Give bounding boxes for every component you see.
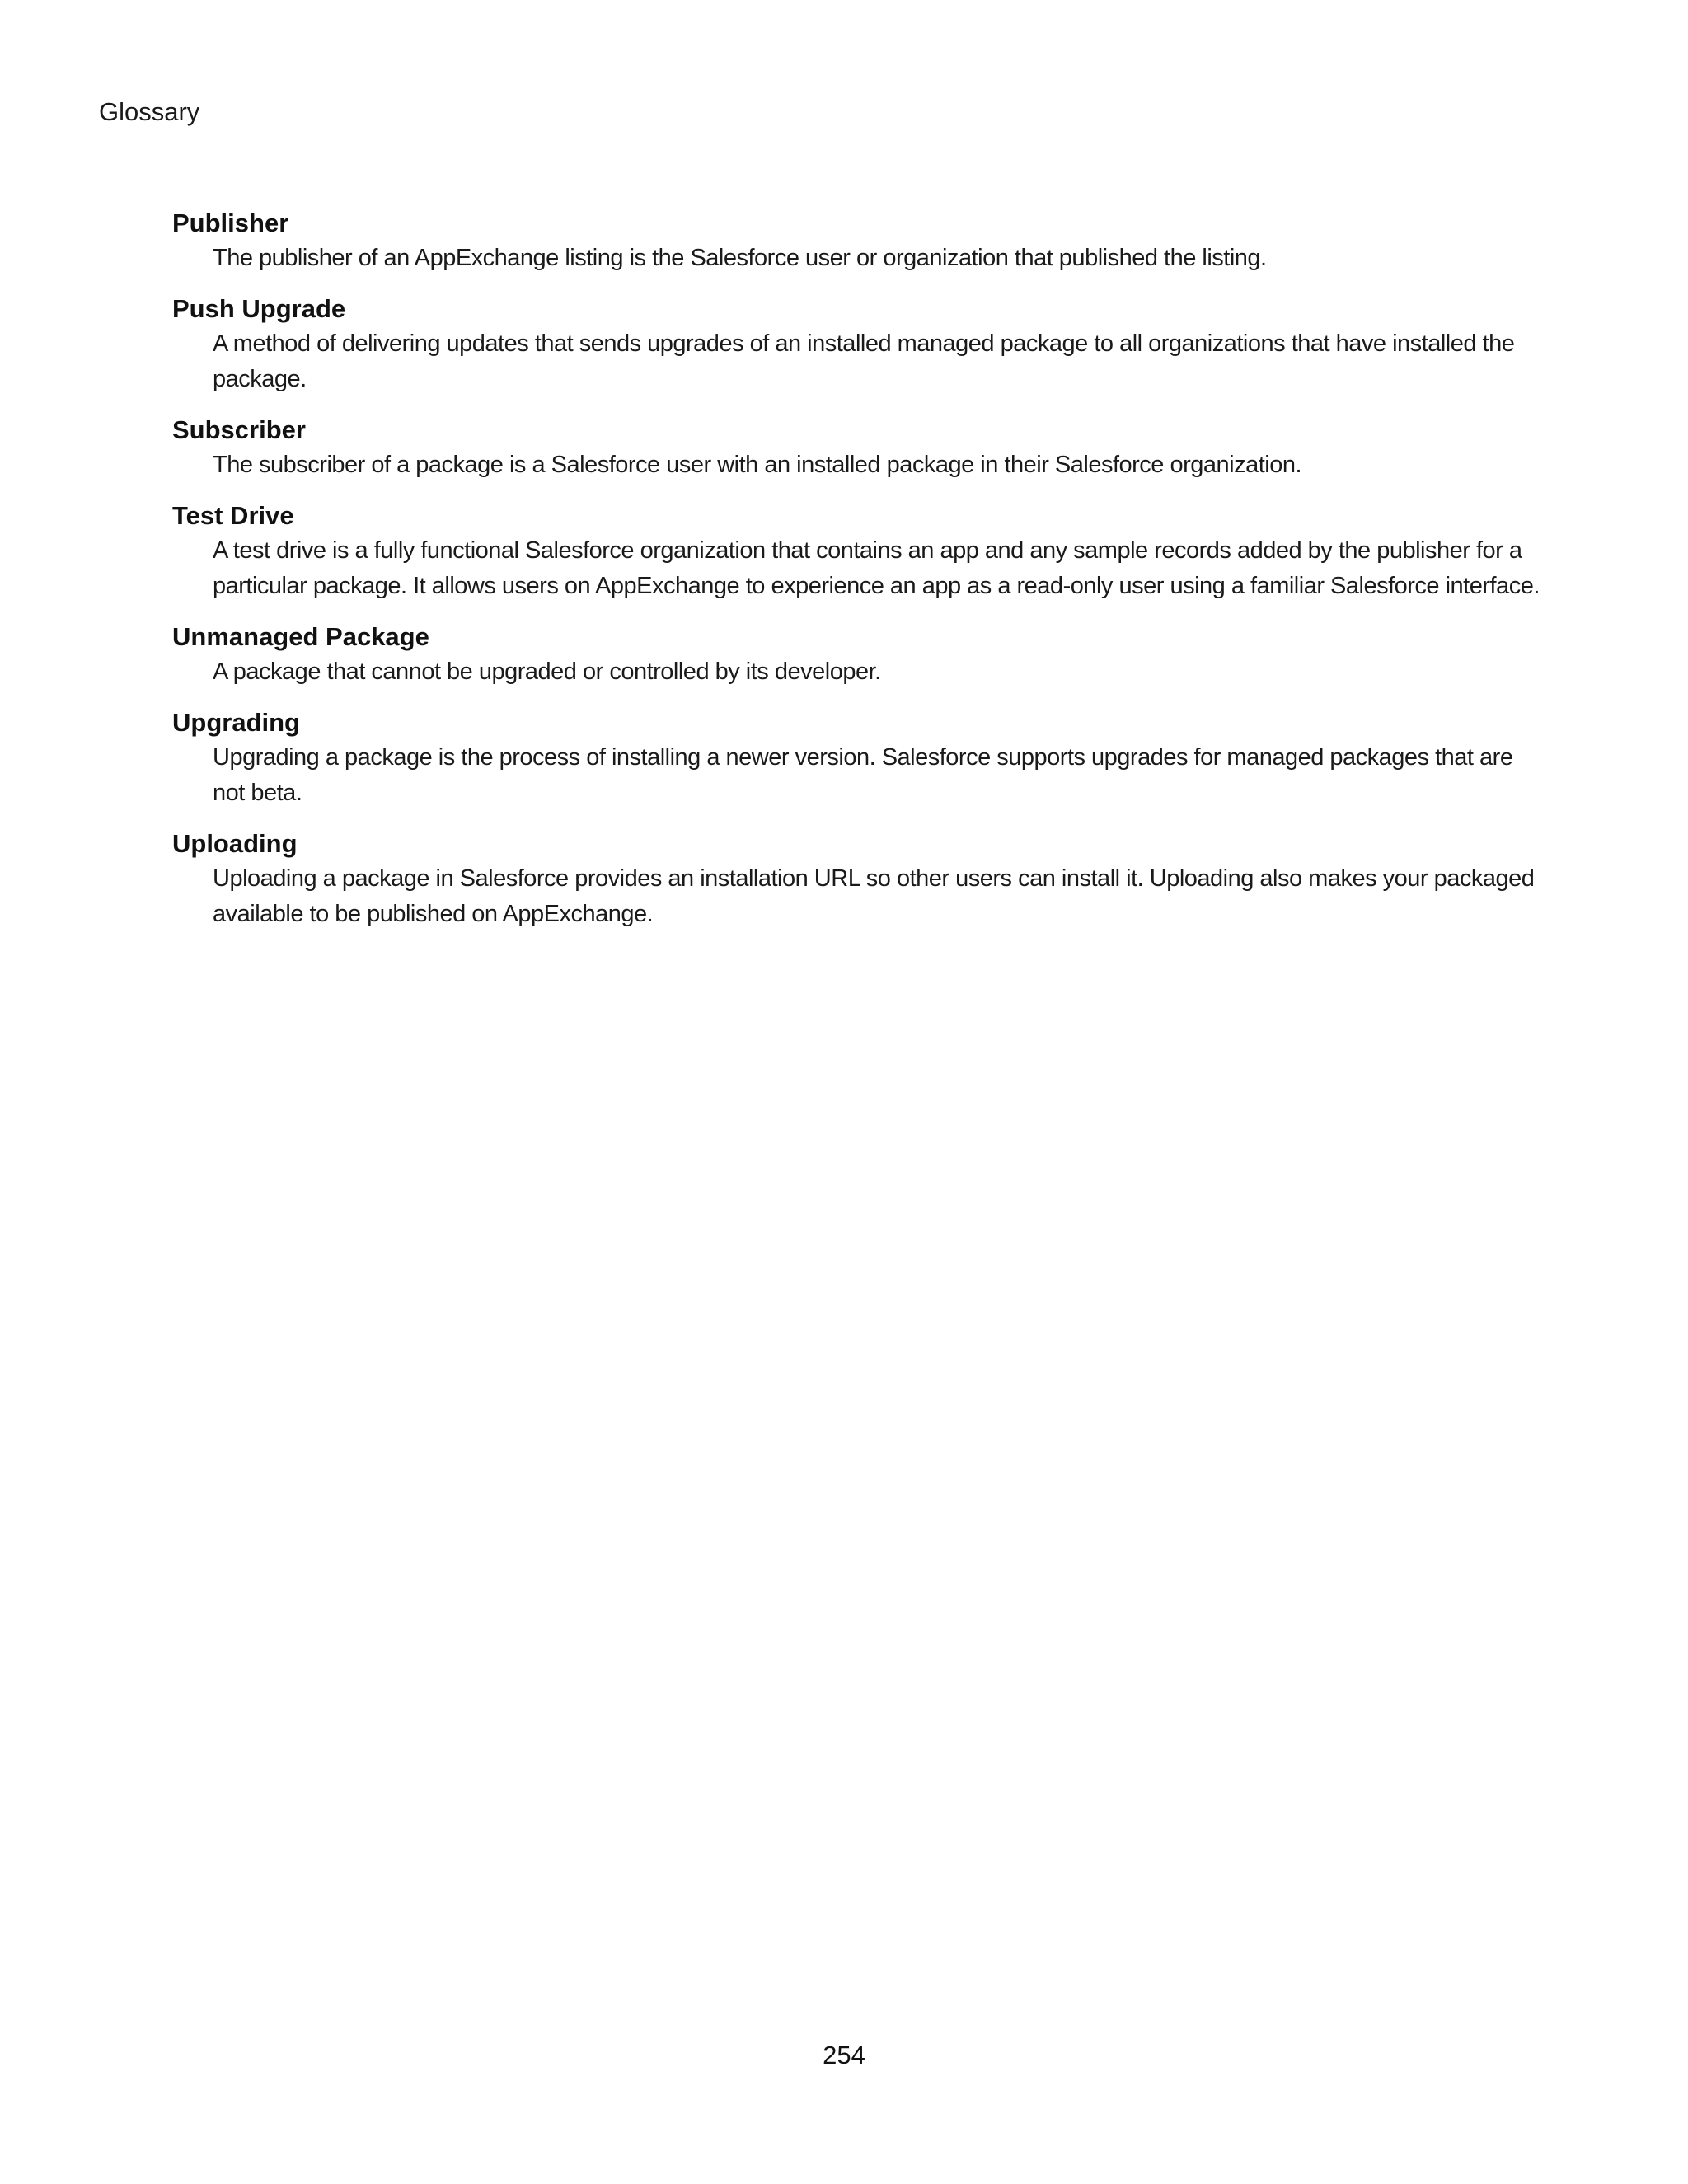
glossary-entry-uploading (172, 827, 1540, 932)
page-number: 254 (823, 2041, 865, 2069)
glossary-entry-upgrading (172, 705, 1540, 811)
glossary-entry-unmanaged-package (172, 620, 1540, 690)
glossary-definition: The publisher of an AppExchange listing is the Salesforce user or organization that published the listing. (213, 245, 1267, 271)
glossary-definition: Upgrading a package is the process of installing a newer version. Salesforce supports upgrades for managed packages that are not beta. (213, 744, 1513, 806)
glossary-term: Unmanaged Package (172, 622, 429, 651)
glossary-definition: A method of delivering updates that sends upgrades of an installed managed package to all organizations that have installed the package. (213, 330, 1515, 392)
glossary-term: Subscriber (172, 415, 306, 444)
glossary-entry-push-upgrade (172, 292, 1540, 397)
glossary-term: Push Upgrade (172, 294, 346, 323)
glossary-definition: A test drive is a fully functional Salesforce organization that contains an app and any sample records added by the publisher for a particular package. It allows users on AppExchange to experience an app as a read-only user using a familiar Salesforce interface. (213, 537, 1540, 599)
running-header: Glossary (99, 97, 200, 126)
glossary-definition: The subscriber of a package is a Salesforce user with an installed package in their Salesforce organization. (213, 452, 1302, 478)
glossary-entry-publisher (172, 206, 1540, 276)
glossary-list (172, 206, 1540, 948)
glossary-entry-test-drive (172, 499, 1540, 604)
glossary-term: Test Drive (172, 501, 294, 530)
glossary-term: Uploading (172, 829, 298, 858)
glossary-definition: A package that cannot be upgraded or controlled by its developer. (213, 658, 881, 685)
glossary-term: Upgrading (172, 708, 300, 737)
glossary-definition: Uploading a package in Salesforce provides an installation URL so other users can install it. Uploading also makes your packaged available to be published on AppExchange. (213, 865, 1535, 927)
glossary-term: Publisher (172, 209, 289, 237)
glossary-entry-subscriber (172, 413, 1540, 483)
